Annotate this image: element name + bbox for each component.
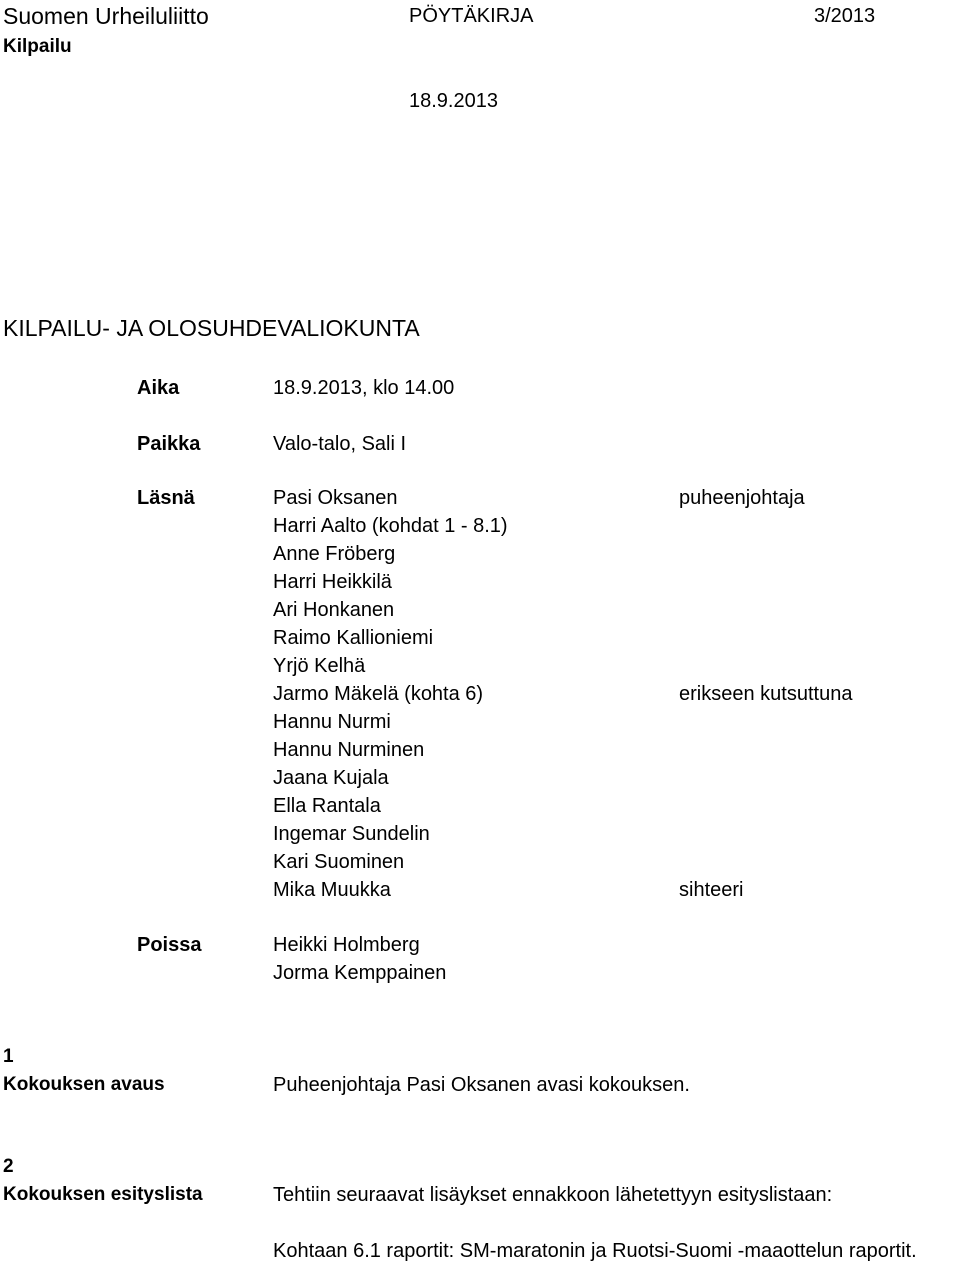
present-name: Hannu Nurminen — [273, 739, 425, 761]
division-name: Kilpailu — [3, 36, 72, 57]
present-name: Kari Suominen — [273, 851, 405, 873]
present-name: Jarmo Mäkelä (kohta 6) — [273, 683, 484, 705]
present-label: Läsnä — [137, 487, 195, 509]
document-date: 18.9.2013 — [409, 90, 498, 112]
present-role — [679, 848, 852, 876]
present-role — [679, 540, 852, 568]
present-name: Yrjö Kelhä — [273, 655, 366, 677]
present-role: puheenjohtaja — [679, 487, 805, 509]
section-number: 1 — [3, 1046, 14, 1067]
section-number: 2 — [3, 1156, 14, 1177]
present-name: Jaana Kujala — [273, 767, 389, 789]
place-label: Paikka — [137, 433, 201, 455]
time-value: 18.9.2013, klo 14.00 — [273, 377, 455, 399]
present-role — [679, 624, 852, 652]
present-role — [679, 736, 852, 764]
present-name: Harri Heikkilä — [273, 571, 392, 593]
section-text: Puheenjohtaja Pasi Oksanen avasi kokouksen. — [273, 1074, 690, 1096]
present-role — [679, 568, 852, 596]
present-name: Ella Rantala — [273, 795, 381, 817]
place-value: Valo-talo, Sali I — [273, 433, 407, 455]
organization-name: Suomen Urheiluliitto — [3, 3, 209, 29]
present-roles — [679, 484, 852, 904]
section-text: Kohtaan 6.1 raportit: SM-maratonin ja Ruotsi-Suomi -maaottelun raportit. — [273, 1240, 917, 1262]
present-name: Mika Muukka — [273, 879, 391, 901]
present-role: sihteeri — [679, 879, 744, 901]
present-role — [679, 764, 852, 792]
section-title: Kokouksen avaus — [3, 1074, 165, 1095]
present-role — [679, 512, 852, 540]
page-number: 3/2013 — [814, 5, 876, 27]
present-role — [679, 792, 852, 820]
section-text: Tehtiin seuraavat lisäykset ennakkoon lähetettyyn esityslistaan: — [273, 1184, 833, 1206]
absent-name: Jorma Kemppainen — [273, 962, 447, 984]
present-role — [679, 596, 852, 624]
present-name: Raimo Kallioniemi — [273, 627, 434, 649]
present-role — [679, 708, 852, 736]
section-title: Kokouksen esityslista — [3, 1184, 203, 1205]
present-role — [679, 652, 852, 680]
absent-list — [273, 931, 446, 987]
present-name: Harri Aalto (kohdat 1 - 8.1) — [273, 515, 508, 537]
committee-title: KILPAILU- JA OLOSUHDEVALIOKUNTA — [3, 315, 420, 341]
time-label: Aika — [137, 377, 180, 399]
present-role: erikseen kutsuttuna — [679, 683, 853, 705]
present-name: Ari Honkanen — [273, 599, 395, 621]
present-name: Pasi Oksanen — [273, 487, 398, 509]
present-name: Hannu Nurmi — [273, 711, 391, 733]
document-type: PÖYTÄKIRJA — [409, 5, 534, 27]
present-role — [679, 820, 852, 848]
absent-name: Heikki Holmberg — [273, 934, 420, 956]
present-name: Ingemar Sundelin — [273, 823, 430, 845]
absent-label: Poissa — [137, 934, 202, 956]
present-name: Anne Fröberg — [273, 543, 396, 565]
present-list — [273, 484, 508, 904]
